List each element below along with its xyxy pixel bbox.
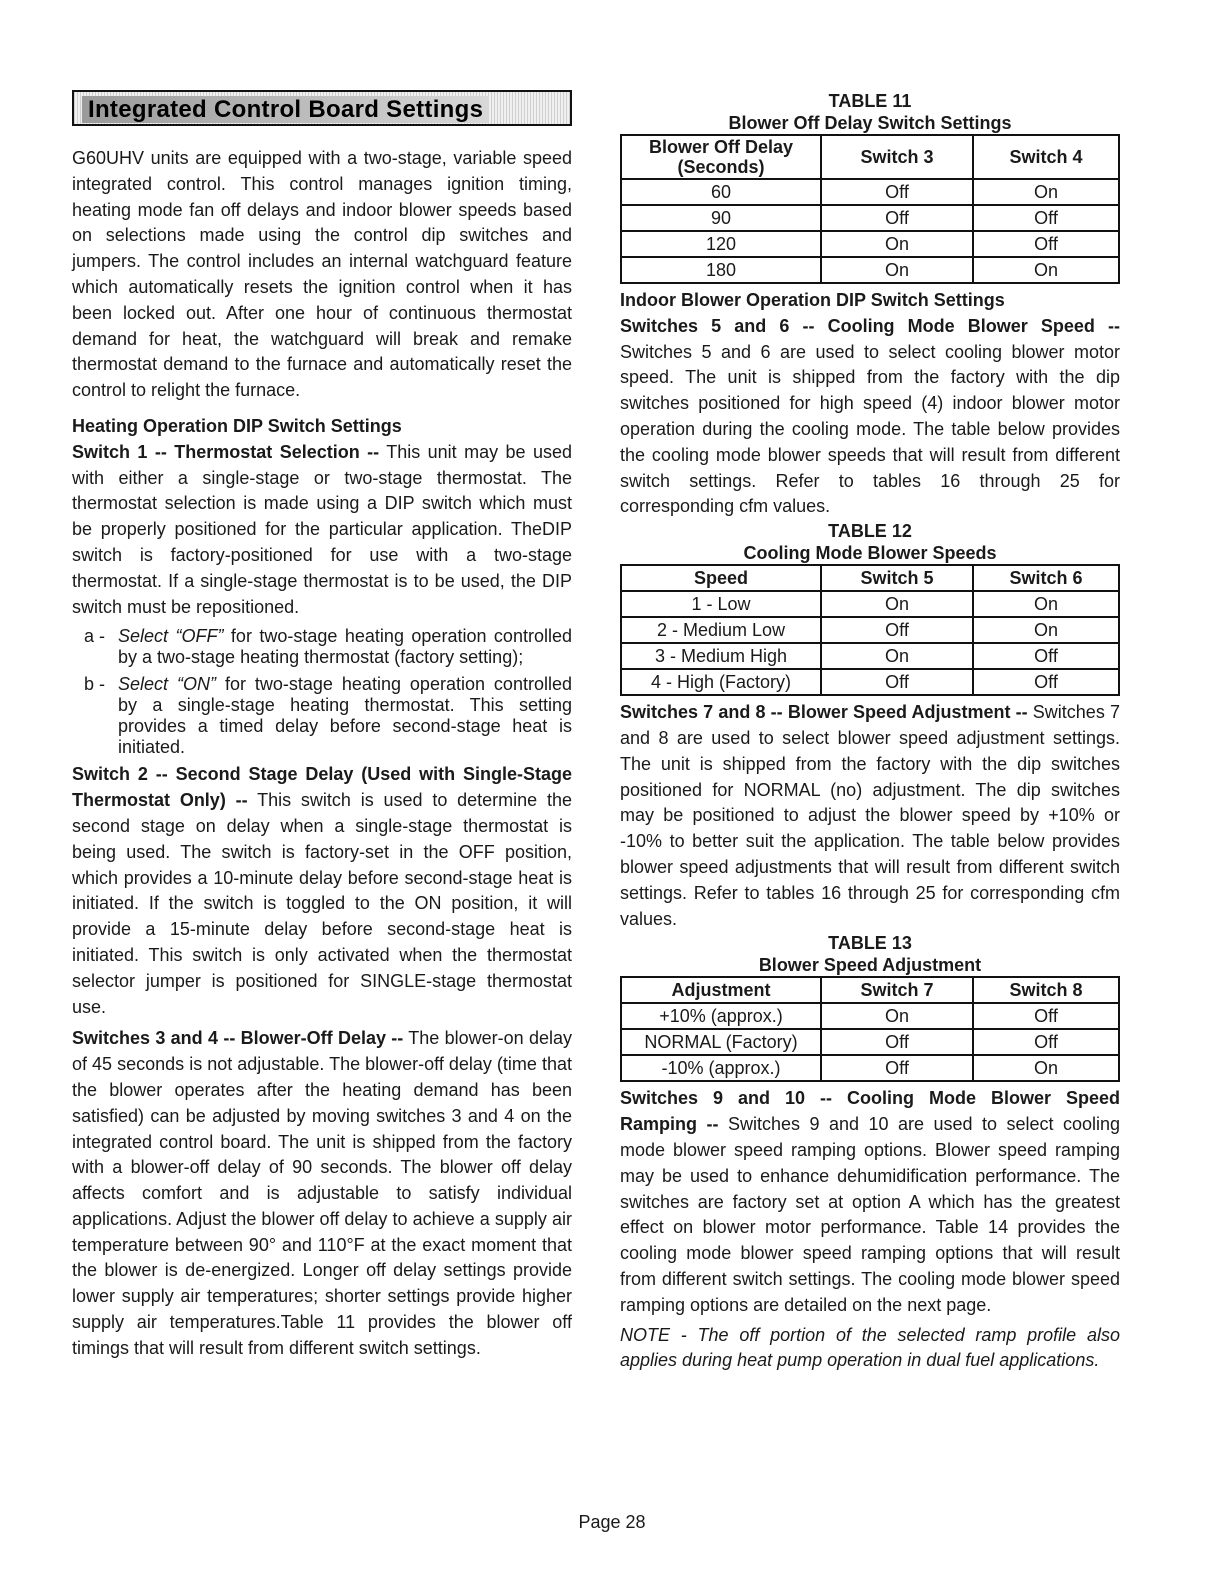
switch56-text: Switches 5 and 6 are used to select cooling blower motor speed. The unit is shipped from the factory with the dip switches positioned for high speed (4) indoor blower motor operation during the cooling mode. The table below provides the cooling mode blower speeds that will result from different switch settings. Refer to tables 16 through 25 for corresponding cfm values. — [620, 341, 1120, 517]
table11-title: Blower Off Delay Switch Settings — [728, 113, 1012, 133]
table-cell: 1 - Low — [621, 591, 821, 617]
list-item-b — [72, 674, 572, 758]
item-a-select: Select “OFF” — [118, 626, 224, 647]
table-header-cell: Switch 7 — [821, 977, 973, 1003]
switch2-text: This switch is used to determine the second stage on delay when a single-stage thermostat is being used. The switch is factory-set in the OFF position, which provides a 10-minute delay before second-stage heat is initiated. If the switch is toggled to the ON position, it will provide a 15-minute delay before second-stage heat is initiated. This switch is only activated when the thermostat selector jumper is positioned for SINGLE-stage thermostat use. — [72, 790, 572, 1017]
switch2-label: Switch 2 -- Second Stage Delay (Used with Single-Stage Thermostat Only) -- — [72, 764, 572, 811]
table-cell: On — [821, 643, 973, 669]
table-cell: Off — [821, 1029, 973, 1055]
table-row — [621, 617, 1119, 643]
switch910-label: Switches 9 and 10 -- Cooling Mode Blower Speed Ramping -- — [620, 1088, 1120, 1135]
list-marker-b: b - — [84, 674, 106, 695]
table-cell: Off — [973, 231, 1119, 257]
table-cell: Off — [973, 669, 1119, 695]
table-cell: Off — [973, 1003, 1119, 1029]
switch2-paragraph — [72, 762, 572, 1020]
table-cell: Off — [821, 205, 973, 231]
list-marker-a: a - — [84, 626, 106, 647]
table12-label: TABLE 12 — [828, 521, 912, 542]
table-cell: 180 — [621, 257, 821, 283]
switch1-text: This unit may be used with either a single-stage or two-stage thermostat. The thermostat selection is made using a DIP switch which must be properly positioned for the particular application. TheDIP switch is factory-positioned for use with a two-stage thermostat. If a single-stage thermostat is to be used, the DIP switch must be repositioned. — [72, 441, 572, 617]
page-number: Page 28 — [578, 1512, 646, 1532]
item-b-text: for two-stage heating operation controlled by a single-stage heating thermostat. This setting provides a timed delay before second-stage heat is initiated. — [118, 674, 572, 758]
switch34-text: The blower-on delay of 45 seconds is not adjustable. The blower-off delay (time that the blower operates after the heating demand has been satisfied) can be adjusted by moving switches 3 and 4 on the integrated control board. The unit is shipped from the factory with a blower-off delay of 90 seconds. The blower off delay affects comfort and is adjustable to satisfy individual applications. Adjust the blower off delay to achieve a supply air temperature between 90° and 110°F at the exact moment that the blower is de-energized. Longer off delay settings provide lower supply air temperatures; shorter settings provide higher supply air temperatures.Table 11 provides the blower off timings that will result from different switch settings. — [72, 1028, 573, 1358]
table-cell: On — [821, 231, 973, 257]
table12-title: Cooling Mode Blower Speeds — [743, 543, 997, 564]
table-header-cell: Switch 3 — [821, 135, 973, 179]
left-column — [72, 90, 572, 1362]
table-row — [621, 1055, 1119, 1081]
table-cell: 2 - Medium Low — [621, 617, 821, 643]
heating-heading: Heating Operation DIP Switch Settings — [72, 415, 402, 436]
item-b-select: Select “ON” — [118, 674, 216, 695]
table-row — [621, 205, 1119, 231]
table-cell: On — [821, 591, 973, 617]
switch78-label: Switches 7 and 8 -- Blower Speed Adjustment -- — [620, 702, 1028, 723]
table-cell: On — [973, 591, 1119, 617]
table-cell: NORMAL (Factory) — [621, 1029, 821, 1055]
table-row — [621, 1003, 1119, 1029]
table-cell: 3 - Medium High — [621, 643, 821, 669]
table-cell: Off — [821, 179, 973, 205]
table13-label: TABLE 13 — [828, 933, 912, 954]
switch56-label: Switches 5 and 6 -- Cooling Mode Blower Speed -- — [620, 315, 1120, 336]
note-text: NOTE - The off portion of the selected ramp profile also applies during heat pump operation in dual fuel applications. — [620, 1324, 1120, 1371]
table-cell: On — [973, 257, 1119, 283]
table-header-row — [621, 135, 1119, 179]
switch910-paragraph — [620, 1086, 1120, 1318]
table-cell: Off — [973, 1029, 1119, 1055]
table11 — [620, 134, 1120, 284]
table-header-cell: Adjustment — [621, 977, 821, 1003]
table-cell: 4 - High (Factory) — [621, 669, 821, 695]
switch56-paragraph — [620, 314, 1120, 520]
table13 — [620, 976, 1120, 1082]
intro-paragraph: G60UHV units are equipped with a two-stage, variable speed integrated control. This control manages ignition timing, heating mode fan off delays and indoor blower speeds based on selections made using the control dip switches and jumpers. The control includes an internal watchguard feature which automatically resets the ignition control when it has been locked out. After one hour of continuous thermostat demand for heat, the watchguard will break and remake thermostat demand to the furnace and automatically reset the control to relight the furnace. — [72, 148, 572, 401]
switch1-paragraph — [72, 440, 572, 621]
table-cell: Off — [821, 1055, 973, 1081]
switch78-text: Switches 7 and 8 are used to select blower speed adjustment settings. The unit is shipped from the factory with the dip switches positioned for NORMAL (no) adjustment. The dip switches may be positioned to adjust the blower speed by +10% or -10% to better suit the application. The table below provides blower speed adjustments that will result from different switch settings. Refer to tables 16 through 25 for corresponding cfm values. — [620, 702, 1120, 929]
table-header-row — [621, 977, 1119, 1003]
table-row — [621, 669, 1119, 695]
indoor-heading: Indoor Blower Operation DIP Switch Settings — [620, 290, 1005, 310]
table-row — [621, 257, 1119, 283]
table-cell: -10% (approx.) — [621, 1055, 821, 1081]
table11-label: TABLE 11 — [828, 91, 912, 111]
table-cell: On — [973, 617, 1119, 643]
table-header-row — [621, 565, 1119, 591]
table-cell: Off — [821, 617, 973, 643]
table-header-cell: Switch 4 — [973, 135, 1119, 179]
table-cell: 120 — [621, 231, 821, 257]
list-item-a — [72, 626, 572, 668]
table-row — [621, 231, 1119, 257]
switch34-label: Switches 3 and 4 -- Blower-Off Delay -- — [72, 1028, 404, 1049]
table-cell: Off — [821, 669, 973, 695]
table-cell: 60 — [621, 179, 821, 205]
switch78-paragraph — [620, 700, 1120, 932]
table-cell: On — [973, 1055, 1119, 1081]
table-row — [621, 591, 1119, 617]
table-cell: Off — [973, 643, 1119, 669]
table-cell: On — [973, 179, 1119, 205]
table-cell: Off — [973, 205, 1119, 231]
switch910-text: Switches 9 and 10 are used to select cooling mode blower speed ramping options. Blower speed ramping may be used to enhance dehumidification performance. The switches are factory set at option A which has the greatest effect on blower motor performance. Table 14 provides the cooling mode blower speed ramping options that will result from different switch settings. The cooling mode blower speed ramping options are detailed on the next page. — [620, 1114, 1120, 1315]
table-header-cell: Switch 6 — [973, 565, 1119, 591]
table-row — [621, 1029, 1119, 1055]
table-header-cell: Switch 8 — [973, 977, 1119, 1003]
table12 — [620, 564, 1120, 696]
switch1-label: Switch 1 -- Thermostat Selection -- — [72, 441, 380, 462]
table-row — [621, 179, 1119, 205]
item-a-text: for two-stage heating operation controlled by a two-stage heating thermostat (factory setting); — [118, 626, 572, 668]
switch34-paragraph — [72, 1026, 572, 1361]
table-row — [621, 643, 1119, 669]
table-cell: +10% (approx.) — [621, 1003, 821, 1029]
table-header-cell: Switch 5 — [821, 565, 973, 591]
section-title: Integrated Control Board Settings — [72, 90, 572, 126]
right-column — [620, 90, 1120, 1374]
table-header-cell: Speed — [621, 565, 821, 591]
table13-title: Blower Speed Adjustment — [758, 955, 982, 976]
table-cell: 90 — [621, 205, 821, 231]
table-cell: On — [821, 257, 973, 283]
table-header-cell: Blower Off Delay (Seconds) — [621, 135, 821, 179]
table-cell: On — [821, 1003, 973, 1029]
